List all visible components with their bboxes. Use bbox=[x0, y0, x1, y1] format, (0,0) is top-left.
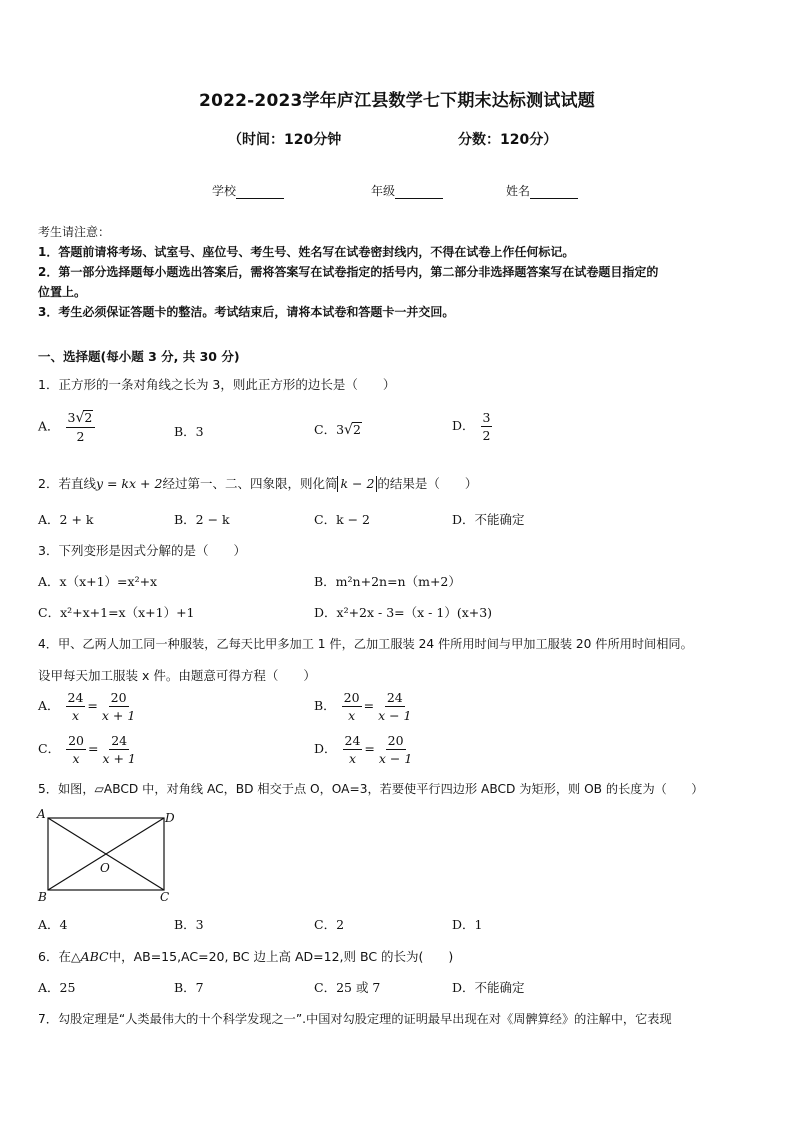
grade-label: 年级 bbox=[371, 184, 396, 198]
parallelogram-figure bbox=[34, 806, 184, 906]
fraction: $\frac{3√2}{2}$ bbox=[66, 410, 96, 444]
vertex-a-label: A bbox=[37, 807, 46, 821]
exam-score: 分数：120分） bbox=[458, 132, 558, 148]
q4-option-a[interactable]: A． $\frac{24}{x}$ = $\frac{20}{x + 1}$ bbox=[38, 690, 136, 723]
notice-item: 3．考生必须保证答题卡的整洁。考试结束后，请将本试卷和答题卡一并交回。 bbox=[38, 305, 455, 319]
point-o-label: O bbox=[100, 861, 110, 875]
q5-option-a[interactable]: A．4 bbox=[38, 917, 68, 932]
school-field bbox=[212, 182, 284, 199]
grade-field bbox=[371, 182, 443, 199]
question-5-stem: 5．如图，▱ABCD 中，对角线 AC，BD 相交于点 O，OA=3，若要使平行四边形 ABCD 为矩形，则 OB 的长度为（ ） bbox=[38, 782, 704, 796]
vertex-b-label: B bbox=[38, 890, 47, 904]
q6-option-a[interactable]: A．25 bbox=[38, 980, 76, 995]
question-4-stem-cont: 设甲每天加工服装 x 件。由题意可得方程（ ） bbox=[38, 668, 316, 683]
q1-option-a[interactable]: A． $\frac{3√2}{2}$ bbox=[38, 410, 97, 444]
q6-option-d[interactable]: D．不能确定 bbox=[452, 980, 525, 995]
question-4-stem: 4．甲、乙两人加工同一种服装，乙每天比甲多加工 1 件，乙加工服装 24 件所用时间与甲加工服装 20 件所用时间相同。 bbox=[38, 637, 693, 651]
q4-option-b[interactable]: B． $\frac{20}{x}$ = $\frac{24}{x - 1}$ bbox=[314, 690, 412, 723]
q4-option-c[interactable]: C． $\frac{20}{x}$ = $\frac{24}{x + 1}$ bbox=[38, 733, 136, 766]
q1-option-c[interactable]: C．3√2 bbox=[314, 422, 361, 438]
name-label: 姓名 bbox=[506, 184, 531, 198]
question-2-stem: 2．若直线y = kx + 2经过第一、二、四象限，则化简 k − 2 的结果是（ ） bbox=[38, 476, 478, 491]
q6-option-b[interactable]: B．7 bbox=[174, 980, 204, 995]
name-blank[interactable] bbox=[530, 186, 578, 199]
q3-option-c[interactable]: C．x²+x+1=x（x+1）+1 bbox=[38, 605, 195, 620]
name-field bbox=[506, 182, 578, 199]
q2-option-b[interactable]: B．2 − k bbox=[174, 512, 230, 527]
q2-option-a[interactable]: A．2 + k bbox=[38, 512, 94, 527]
section-heading: 一、选择题(每小题 3 分, 共 30 分) bbox=[38, 349, 240, 364]
q3-option-d[interactable]: D．x²+2x - 3=（x - 1）(x+3) bbox=[314, 605, 493, 620]
q5-option-b[interactable]: B．3 bbox=[174, 917, 204, 932]
q1-option-d[interactable]: D． $\frac{3}{2}$ bbox=[452, 410, 491, 443]
notice-item: 位置上。 bbox=[38, 285, 87, 299]
notice-item: 1．答题前请将考场、试室号、座位号、考生号、姓名写在试卷密封线内，不得在试卷上作任何标记。 bbox=[38, 245, 575, 259]
q2-option-d[interactable]: D．不能确定 bbox=[452, 512, 525, 527]
page-title: 2022-2023学年庐江县数学七下期末达标测试试题 bbox=[199, 91, 595, 111]
q5-option-d[interactable]: D．1 bbox=[452, 917, 483, 932]
notice-item: 2．第一部分选择题每小题选出答案后，需将答案写在试卷指定的括号内，第二部分非选择题答案写在试卷题目指定的 bbox=[38, 265, 659, 279]
vertex-c-label: C bbox=[160, 890, 170, 904]
grade-blank[interactable] bbox=[395, 186, 443, 199]
notice-heading: 考生请注意： bbox=[38, 225, 111, 239]
school-label: 学校 bbox=[212, 184, 237, 198]
q4-option-d[interactable]: D． $\frac{24}{x}$ = $\frac{20}{x - 1}$ bbox=[314, 733, 413, 766]
q5-option-c[interactable]: C．2 bbox=[314, 917, 345, 932]
q1-option-b[interactable]: B．3 bbox=[174, 424, 204, 439]
question-3-stem: 3．下列变形是因式分解的是（ ） bbox=[38, 543, 246, 558]
notice-block bbox=[38, 222, 760, 322]
q6-option-c[interactable]: C．25 或 7 bbox=[314, 980, 381, 995]
question-1-stem: 1．正方形的一条对角线之长为 3，则此正方形的边长是（ ） bbox=[38, 377, 396, 392]
exam-time: （时间：120分钟 bbox=[228, 132, 342, 148]
q3-option-b[interactable]: B．m²n+2n=n（m+2） bbox=[314, 574, 461, 589]
q2-option-c[interactable]: C．k − 2 bbox=[314, 512, 371, 527]
q3-option-a[interactable]: A．x（x+1）=x²+x bbox=[38, 574, 158, 589]
vertex-d-label: D bbox=[165, 811, 175, 825]
school-blank[interactable] bbox=[236, 186, 284, 199]
fraction: $\frac{3}{2}$ bbox=[482, 410, 491, 443]
question-7-stem: 7．勾股定理是“人类最伟大的十个科学发现之一”.中国对勾股定理的证明最早出现在对《周髀算经》的注解中，它表现 bbox=[38, 1012, 672, 1026]
question-6-stem: 6．在△ABC中，AB=15,AC=20, BC 边上高 AD=12,则 BC 的长为( ) bbox=[38, 949, 454, 964]
